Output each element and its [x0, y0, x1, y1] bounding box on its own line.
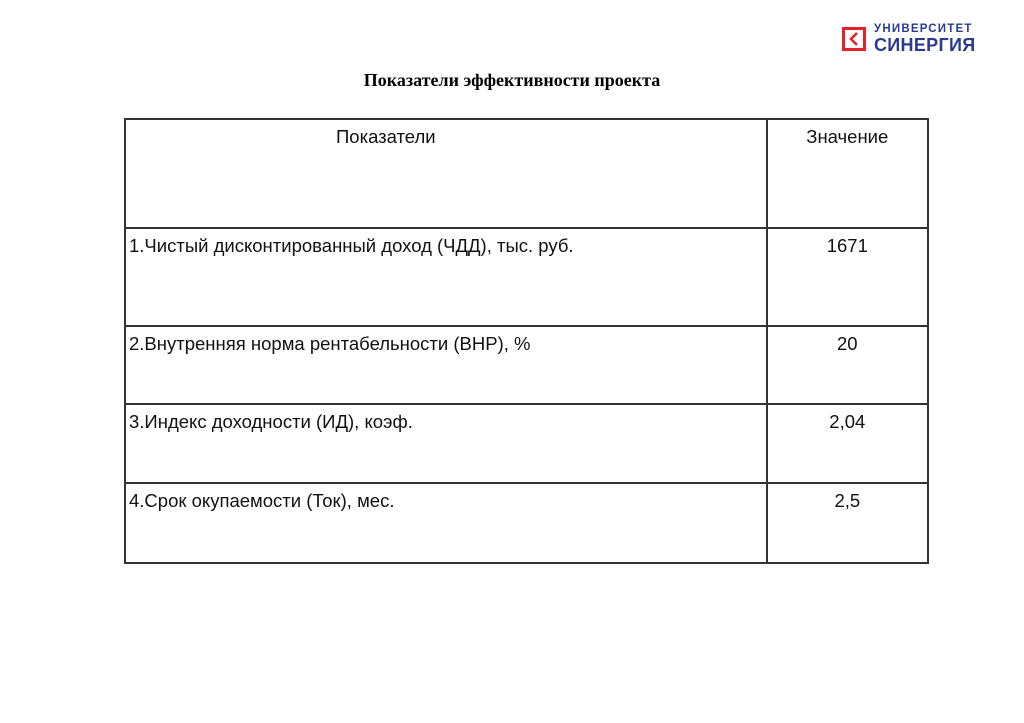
- logo-text: [874, 24, 975, 55]
- table-row: [125, 404, 928, 483]
- value-cell: 1671: [767, 228, 928, 326]
- table-header-row: [125, 119, 928, 228]
- logo-mark: [842, 27, 866, 51]
- indicator-cell: 3.Индекс доходности (ИД), коэф.: [125, 404, 767, 483]
- kpi-table: [124, 118, 929, 564]
- page-title: Показатели эффективности проекта: [363, 70, 661, 90]
- value-cell: 20: [767, 326, 928, 404]
- logo-line-1: УНИВЕРСИТЕТ: [874, 22, 973, 35]
- table-row: [125, 326, 928, 404]
- header-indicators: Показатели: [125, 119, 767, 228]
- university-logo: [842, 23, 975, 55]
- logo-line-2: СИНЕРГИЯ: [874, 35, 976, 56]
- table-row: [125, 228, 928, 326]
- indicator-cell: 1.Чистый дисконтированный доход (ЧДД), тыс. руб.: [125, 228, 767, 326]
- value-cell: 2,5: [767, 483, 928, 563]
- indicator-cell: 2.Внутренняя норма рентабельности (ВНР), %: [125, 326, 767, 404]
- header-value: Значение: [767, 119, 928, 228]
- value-cell: 2,04: [767, 404, 928, 483]
- indicator-cell: 4.Срок окупаемости (Ток), мес.: [125, 483, 767, 563]
- chevron-left-icon: [848, 32, 860, 46]
- table-row: [125, 483, 928, 563]
